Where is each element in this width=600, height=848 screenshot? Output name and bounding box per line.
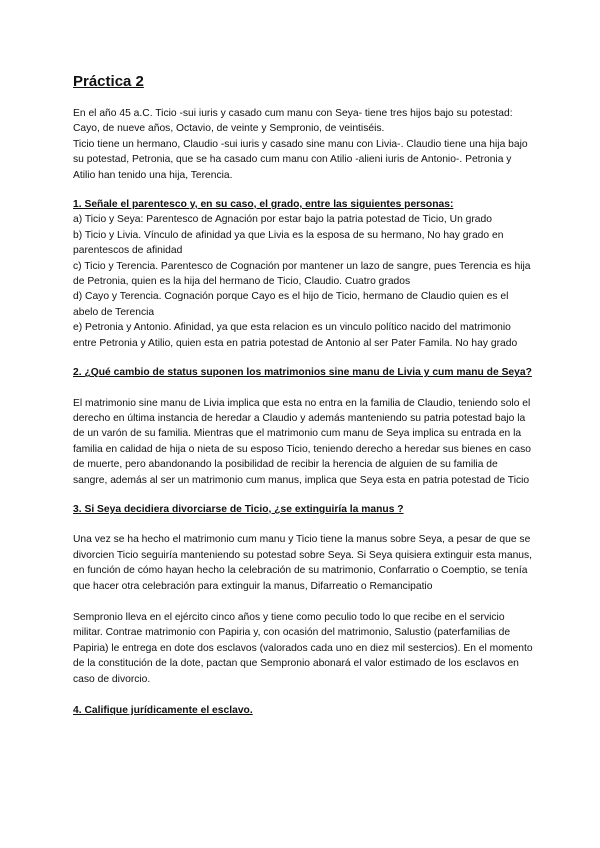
question-1-heading: 1. Señale el parentesco y, en su caso, el grado, entre las siguientes personas:: [73, 199, 454, 211]
answer-item: d) Cayo y Terencia. Cognación porque Cayo es el hijo de Ticio, hermano de Claudio quien es el abelo de Terencia: [73, 291, 509, 318]
case-2-paragraph: Sempronio lleva en el ejército cinco años y tiene como peculio todo lo que recibe en el servicio militar. Contrae matrimonio con Papiria y, con ocasión del matrimonio, Salustio (paterfamilias de Papiria) le entrega en dote dos esclavos (valorados cada uno en diez mil sestercios). En el momento de la constitución de la dote, pactan que Sempronio abonará el valor estimado de los esclavos en caso de divorcio.: [73, 611, 533, 685]
question-2-heading: 2. ¿Qué cambio de status suponen los matrimonios sine manu de Livia y cum manu de Seya?: [73, 367, 532, 379]
answer-item: a) Ticio y Seya: Parentesco de Agnación por estar bajo la patria potestad de Ticio, Un grado: [73, 214, 492, 226]
question-1-section: [73, 197, 533, 351]
document-body: [73, 72, 533, 718]
intro-section: [73, 106, 533, 183]
page-title: Práctica 2: [73, 73, 144, 90]
question-2-section: [73, 365, 533, 488]
question-4-section: [73, 703, 533, 718]
question-3-answer: Una vez se ha hecho el matrimonio cum manu y Ticio tiene la manus sobre Seya, a pesar de que se divorcien Ticio seguiría manteniendo su potestad sobre Seya. Si Seya quisiera extinguir esta manus, en función de cómo hayan hecho la celebración de su matrimonio, Confarratio o Coemptio, se tenía que hacer otra celebración para extinguir la manus, Difarreatio o Remancipatio: [73, 534, 533, 592]
intro-paragraph: Ticio tiene un hermano, Claudio -sui iuris y casado sine manu con Livia-. Claudio tiene una hija bajo su potestad, Petronia, que se ha casado cum manu con Atilio -alieni iuris de Antonio-. Petronia y Atilio han tenido una hija, Terencia.: [73, 138, 528, 181]
answer-item: c) Ticio y Terencia. Parentesco de Cognación por mantener un lazo de sangre, pues Terencia es hija de Petronia, quien es la hija del hermano de Ticio, Claudio. Cuatro grados: [73, 260, 531, 288]
question-3-section: [73, 502, 533, 594]
intro-paragraph: En el año 45 a.C. Ticio -sui iuris y casado cum manu con Seya- tiene tres hijos bajo su potestad: Cayo, de nueve años, Octavio, de veinte y Sempronio, de veintiséis.: [73, 108, 513, 135]
question-4-heading: 4. Califique jurídicamente el esclavo.: [73, 705, 253, 716]
answer-item: e) Petronia y Antonio. Afinidad, ya que esta relacion es un vinculo político nacido del matrimonio entre Petronia y Atilio, quien esta en patria potestad de Antonio al ser Pater Famila. No hay grado: [73, 322, 518, 349]
question-3-heading: 3. Si Seya decidiera divorciarse de Ticio, ¿se extinguiría la manus ?: [73, 503, 404, 515]
question-2-answer: El matrimonio sine manu de Livia implica que esta no entra en la familia de Claudio, teniendo solo el derecho en última instancia de heredar a Claudio y además manteniendo su patria potestad bajo la de un varón de su familia. Mientras que el matrimonio cum manu de Seya implica su entrada en la familia en calidad de hija o nieta de su esposo Ticio, teniendo derecho a heredar sus bienes en caso de muerte, pero abandonando la posibilidad de recibir la herencia de alguien de su familia de sangre, además al ser un matrimonio cum manus, implica que Seya esta en patria potestad de Ticio: [73, 397, 531, 486]
answer-item: b) Ticio y Livia. Vínculo de afinidad ya que Livia es la esposa de su hermano, No hay grado en parentescos de afinidad: [73, 229, 504, 257]
